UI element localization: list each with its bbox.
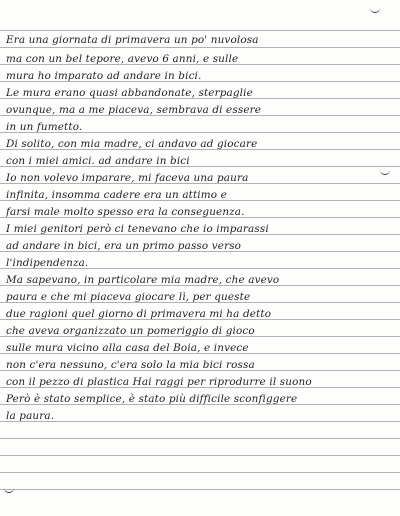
text-line-15: Ma sapevano, in particolare mia madre, che avevo — [6, 274, 280, 286]
text-line-22: Però è stato semplice, è stato più difficile sconfiggere — [6, 393, 298, 405]
text-line-21: con il pezzo di plastica Hai raggi per riprodurre il suono — [6, 376, 312, 388]
text-line-7: Di solito, con mia madre, ci andavo ad giocare — [6, 138, 258, 150]
margin-mark — [380, 170, 390, 175]
text-line-14: l'indipendenza. — [6, 257, 89, 269]
text-line-4: Le mura erano quasi abbandonate, sterpaglie — [6, 87, 253, 99]
rule-line — [0, 438, 400, 439]
rule-line — [0, 30, 400, 31]
margin-mark — [370, 8, 380, 13]
text-line-1: Era una giornata di primavera un po' nuvolosa — [6, 34, 259, 46]
rule-line — [0, 455, 400, 456]
text-line-19: sulle mura vicino alla casa del Boia, e invece — [6, 342, 249, 354]
text-line-2: ma con un bel tepore, avevo 6 anni, e sulle — [6, 53, 239, 65]
text-line-23: la paura. — [6, 410, 55, 422]
text-line-9: Io non volevo imparare, mi faceva una paura — [6, 172, 249, 184]
text-line-10: infinita, insomma cadere era un attimo e — [6, 189, 227, 201]
text-line-3: mura ho imparato ad andare in bici. — [6, 70, 202, 82]
margin-mark — [4, 488, 14, 493]
text-line-8: con i miei amici. ad andare in bici — [6, 155, 190, 167]
text-line-13: ad andare in bici, era un primo passo verso — [6, 240, 242, 252]
text-line-12: I miei genitori però ci tenevano che io imparassi — [6, 223, 269, 235]
text-line-11: farsi male molto spesso era la conseguenza. — [6, 206, 245, 218]
text-line-16: paura e che mi piaceva giocare lì, per queste — [6, 291, 251, 303]
text-line-18: che aveva organizzato un pomeriggio di gioco — [6, 325, 255, 337]
rule-line — [0, 489, 400, 490]
rule-line — [0, 47, 400, 48]
text-line-5: ovunque, ma a me piaceva, sembrava di essere — [6, 104, 262, 116]
text-line-17: due ragioni quel giorno di primavera mi ha detto — [6, 308, 272, 320]
text-line-20: non c'era nessuno, c'era solo la mia bici rossa — [6, 359, 255, 371]
text-line-6: in un fumetto. — [6, 121, 83, 133]
rule-line — [0, 472, 400, 473]
